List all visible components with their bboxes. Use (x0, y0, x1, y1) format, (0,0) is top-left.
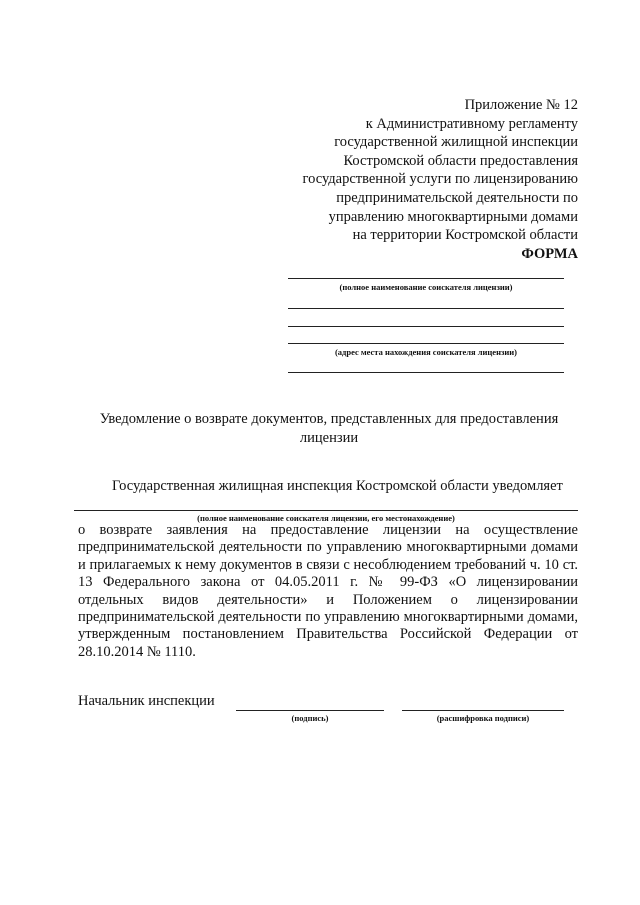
notice-title: Уведомление о возврате документов, представленных для предоставления лицензии (99, 411, 559, 446)
appendix-line: государственной жилищной инспекции (334, 134, 578, 151)
applicant-name-line[interactable] (288, 326, 564, 327)
appendix-line: на территории Костромской области (352, 227, 578, 244)
form-label: ФОРМА (521, 246, 578, 262)
signature-decoding-line[interactable] (402, 710, 564, 711)
appendix-line: управлению многоквартирными домами (328, 208, 578, 225)
applicant-name-line[interactable] (288, 278, 564, 279)
applicant-address-line[interactable] (288, 372, 564, 373)
applicant-address-caption: (адрес места нахождения соискателя лицензии) (334, 347, 518, 357)
applicant-name-caption: (полное наименование соискателя лицензии) (339, 282, 513, 292)
applicant-name-line[interactable] (288, 308, 564, 309)
appendix-header (248, 96, 578, 245)
appendix-line: государственной услуги по лицензированию (302, 171, 578, 188)
signature-decoding-caption: (расшифровка подписи) (436, 713, 530, 723)
appendix-line: Костромской области предоставления (343, 152, 578, 169)
appendix-line: предпринимательской деятельности по (336, 189, 578, 206)
appendix-line: к Административному регламенту (365, 115, 578, 132)
signature-line[interactable] (236, 710, 384, 711)
position-label: Начальник инспекции (78, 693, 215, 709)
applicant-address-line[interactable] (288, 343, 564, 344)
appendix-line: Приложение № 12 (464, 97, 578, 113)
signature-caption: (подпись) (291, 713, 329, 723)
applicant-location-caption: (полное наименование соискателя лицензии, его местонахождение) (197, 513, 455, 523)
notice-intro: Государственная жилищная инспекция Костромской области уведомляет (112, 478, 563, 494)
notice-body (78, 522, 578, 661)
notice-body-text: о возврате заявления на предоставление лицензии на осуществление предпринимательской деятельности по управлению многоквартирными домами и прилагаемых к нему документов в связи с несоблюдением требований ч. 10 ст. 13 Федерального закона от 04.05.2011 г. № 99-ФЗ «О лицензировании отдельных видов деятельности» и Положением о лицензировании предпринимательской деятельности по управлению многоквартирными домами, утвержденным постановлением Правительства Российской Федерации от 28.10.2014 № 1110. (78, 522, 578, 660)
applicant-location-line[interactable] (74, 510, 578, 511)
